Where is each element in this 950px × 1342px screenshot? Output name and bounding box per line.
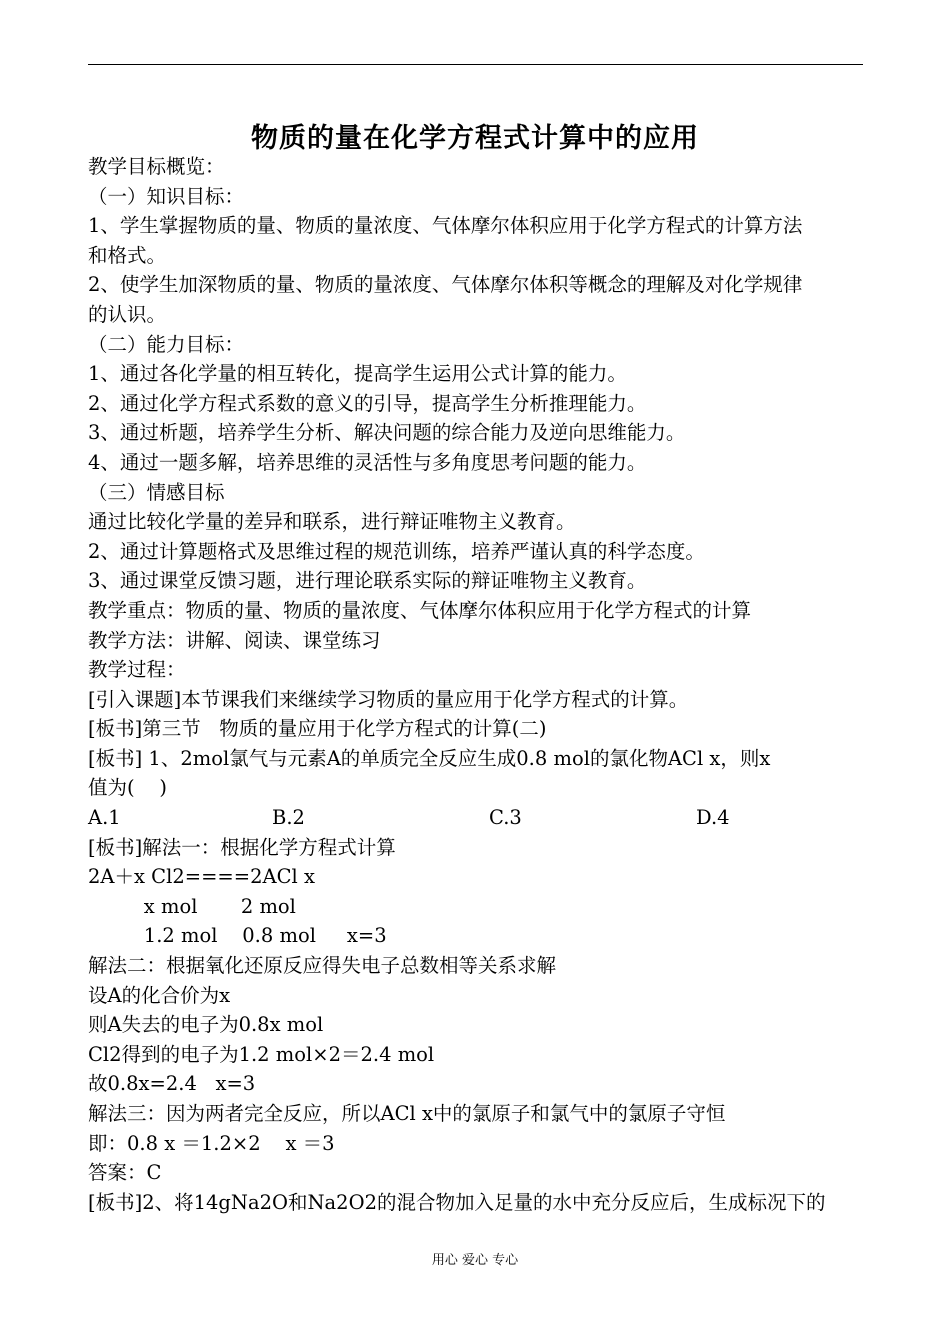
option-c: C.3 [489, 806, 522, 830]
text-line: 1、学生掌握物质的量、物质的量浓度、气体摩尔体积应用于化学方程式的计算方法 [88, 214, 803, 238]
text-line: 2A＋x Cl2====2ACl x [88, 865, 315, 889]
document-body [88, 152, 868, 1217]
text-line: 教学过程： [88, 658, 186, 682]
option-a: A.1 [88, 806, 121, 830]
text-line: Cl2得到的电子为1.2 mol×2＝2.4 mol [88, 1042, 435, 1066]
text-line: 教学方法：讲解、阅读、课堂练习 [88, 628, 381, 652]
text-line: 1.2 mol 0.8 mol x=3 [88, 924, 387, 948]
text-line: 教学目标概览： [88, 155, 225, 178]
text-line: 答案：C [88, 1161, 162, 1185]
text-line: [板书]2、将14gNa2O和Na2O2的混合物加入足量的水中充分反应后，生成标况下的 [88, 1190, 826, 1214]
text-line: 3、通过课堂反馈习题，进行理论联系实际的辩证唯物主义教育。 [88, 569, 647, 593]
option-b: B.2 [272, 806, 305, 830]
text-line: x mol 2 mol [88, 894, 296, 918]
text-line: 1、通过各化学量的相互转化，提高学生运用公式计算的能力。 [88, 362, 627, 386]
text-line: 解法二：根据氧化还原反应得失电子总数相等关系求解 [88, 954, 557, 978]
text-line: 3、通过析题，培养学生分析、解决问题的综合能力及逆向思维能力。 [88, 421, 686, 445]
page-title: 物质的量在化学方程式计算中的应用 [251, 123, 699, 154]
text-line: 解法三：因为两者完全反应，所以ACl x中的氯原子和氯气中的氯原子守恒 [88, 1102, 726, 1125]
text-line: 和格式。 [88, 243, 167, 267]
text-line: 通过比较化学量的差异和联系，进行辩证唯物主义教育。 [88, 510, 576, 534]
text-line: 值为( ) [88, 776, 168, 800]
text-line: 则A失去的电子为0.8x mol [88, 1013, 324, 1037]
header-rule [88, 64, 863, 65]
text-line: （三）情感目标 [88, 480, 225, 504]
text-line: 故0.8x=2.4 x=3 [88, 1072, 256, 1096]
text-line: [板书]第三节 物质的量应用于化学方程式的计算(二) [88, 717, 547, 741]
text-line: 2、通过化学方程式系数的意义的引导，提高学生分析推理能力。 [88, 391, 647, 415]
text-line: 设A的化合价为x [88, 983, 231, 1007]
text-line: 的认识。 [88, 302, 167, 326]
page-footer: 用心 爱心 专心 [431, 1253, 519, 1268]
text-line: 2、使学生加深物质的量、物质的量浓度、气体摩尔体积等概念的理解及对化学规律 [88, 273, 803, 297]
text-line: 即：0.8 x ＝1.2×2 x ＝3 [88, 1131, 335, 1155]
text-line: [引入课题]本节课我们来继续学习物质的量应用于化学方程式的计算。 [88, 687, 689, 711]
text-line: [板书] 1、2mol氯气与元素A的单质完全反应生成0.8 mol的氯化物ACl x，则x [88, 746, 771, 770]
answer-options [88, 803, 868, 833]
text-line: 2、通过计算题格式及思维过程的规范训练，培养严谨认真的科学态度。 [88, 539, 705, 563]
option-d: D.4 [696, 806, 730, 830]
text-line: （一）知识目标： [88, 184, 245, 208]
text-line: [板书]解法一：根据化学方程式计算 [88, 835, 396, 859]
text-line: 教学重点：物质的量、物质的量浓度、气体摩尔体积应用于化学方程式的计算 [88, 598, 752, 622]
text-line: 4、通过一题多解，培养思维的灵活性与多角度思考问题的能力。 [88, 450, 647, 474]
text-line: （二）能力目标： [88, 332, 245, 356]
